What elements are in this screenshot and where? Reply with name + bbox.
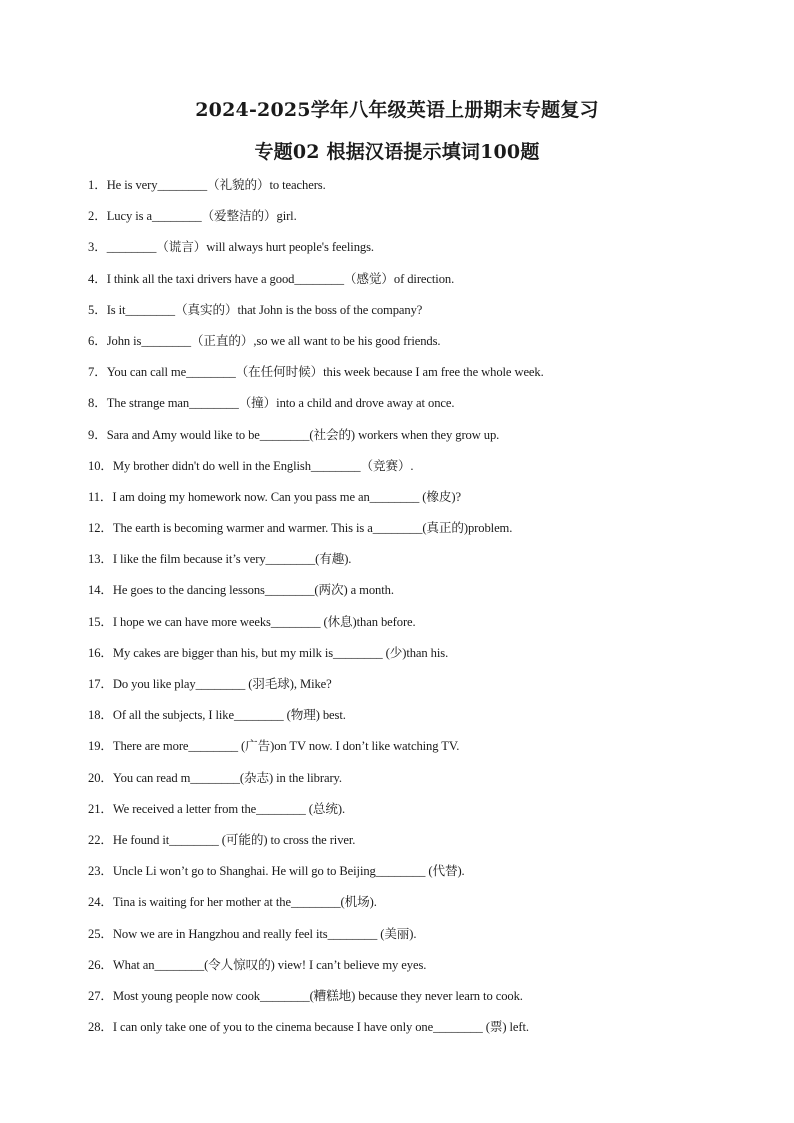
question-item: 12．The earth is becoming warmer and warmer. This is a________(真正的)problem. — [88, 521, 513, 536]
question-item: 2．Lucy is a________（爱整洁的）girl. — [88, 209, 297, 224]
question-item: 1．He is very________（礼貌的）to teachers. — [88, 178, 326, 192]
question-item: 27．Most young people now cook________(糟糕地) because they never learn to cook. — [88, 988, 523, 1003]
question-list — [88, 176, 748, 1049]
question-item: 14．He goes to the dancing lessons________(两次) a month. — [88, 583, 394, 598]
question-item: 17．Do you like play________ (羽毛球), Mike? — [88, 677, 332, 691]
question-item: 24．Tina is waiting for her mother at the________(机场). — [88, 895, 377, 910]
question-item: 8．The strange man________（撞）into a child and drove away at once. — [88, 396, 455, 411]
question-item: 26．What an________(令人惊叹的) view! I can’t believe my eyes. — [88, 957, 427, 972]
question-item: 18．Of all the subjects, I like________ (物理) best. — [88, 708, 346, 723]
question-item: 23．Uncle Li won’t go to Shanghai. He will go to Beijing________ (代替). — [88, 864, 465, 879]
question-item: 25．Now we are in Hangzhou and really feel its________ (美丽). — [88, 926, 417, 941]
question-item: 28．I can only take one of you to the cinema because I have only one________ (票) left. — [88, 1020, 529, 1035]
document-title: 2024-2025学年八年级英语上册期末专题复习 — [195, 99, 599, 121]
question-item: 19．There are more________ (广告)on TV now. I don’t like watching TV. — [88, 739, 460, 754]
question-item: 4．I think all the taxi drivers have a good________（感觉）of direction. — [88, 271, 455, 286]
question-item: 21．We received a letter from the________ (总统). — [88, 801, 346, 816]
question-item: 11．I am doing my homework now. Can you pass me an________ (橡皮)? — [88, 489, 461, 504]
question-item: 5．Is it________（真实的）that John is the boss of the company? — [88, 302, 423, 317]
question-item: 6．John is________（正直的）,so we all want to be his good friends. — [88, 333, 441, 348]
question-item: 22．He found it________ (可能的) to cross the river. — [88, 832, 356, 847]
document-subtitle: 专题02 根据汉语提示填词100题 — [254, 141, 540, 163]
question-item: 9．Sara and Amy would like to be________(社会的) workers when they grow up. — [88, 427, 500, 442]
question-item: 10．My brother didn't do well in the English________（竞赛）. — [88, 458, 414, 473]
question-item: 7．You can call me________（在任何时候）this week because I am free the whole week. — [88, 365, 544, 380]
question-item: 15．I hope we can have more weeks________ (休息)than before. — [88, 614, 416, 629]
question-item: 16．My cakes are bigger than his, but my milk is________ (少)than his. — [88, 645, 449, 660]
question-item: 20．You can read m________(杂志) in the library. — [88, 770, 342, 785]
question-item: 13．I like the film because it’s very________(有趣). — [88, 552, 352, 567]
question-item: 3．________（谎言）will always hurt people's feelings. — [88, 240, 374, 255]
